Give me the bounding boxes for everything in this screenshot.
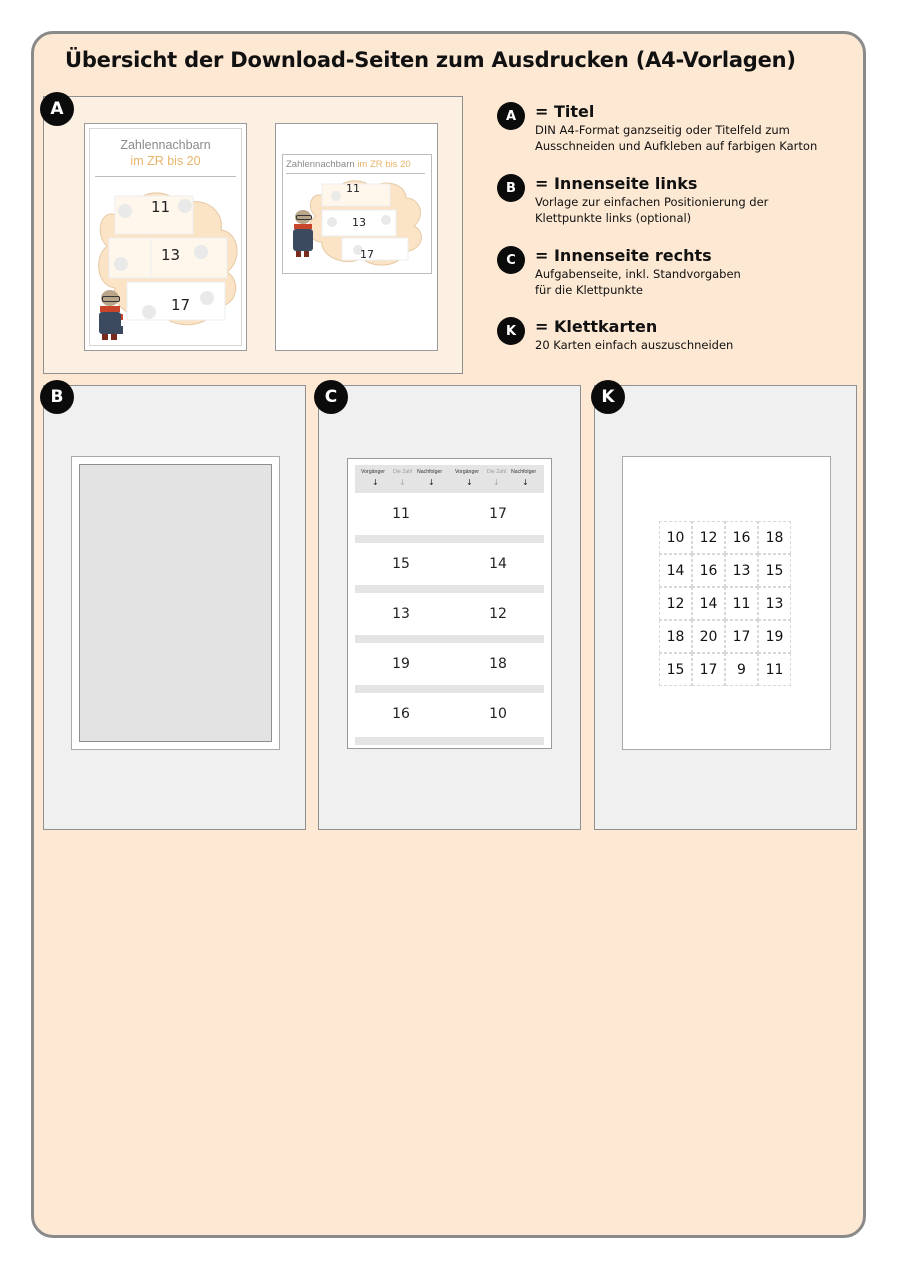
velcro-card-grid bbox=[659, 521, 791, 686]
task-cell: 17 bbox=[452, 493, 544, 534]
header-number-1: Die Zahl bbox=[393, 469, 413, 475]
task-cell: 19 bbox=[355, 643, 447, 684]
header-number-2: Die Zahl bbox=[487, 469, 507, 475]
velcro-card: 20 bbox=[692, 620, 725, 653]
page-title: Übersicht der Download-Seiten zum Ausdrucken (A4-Vorlagen) bbox=[65, 48, 796, 72]
velcro-card: 17 bbox=[692, 653, 725, 686]
row-divider bbox=[355, 685, 544, 693]
velcro-card: 16 bbox=[725, 521, 758, 554]
legend-heading-b: = Innenseite links bbox=[535, 174, 698, 193]
badge-b: B bbox=[40, 380, 74, 414]
task-cell: 11 bbox=[355, 493, 447, 534]
title-number-2: 13 bbox=[161, 246, 181, 264]
legend-badge-a: A bbox=[497, 102, 525, 130]
card-number-2: 13 bbox=[352, 216, 366, 229]
title-page-heading: Zahlennachbarn bbox=[120, 138, 211, 152]
velcro-card: 18 bbox=[659, 620, 692, 653]
legend-badge-k: K bbox=[497, 317, 525, 345]
task-cell: 14 bbox=[452, 543, 544, 584]
header-successor-1: Nachfolger bbox=[417, 469, 443, 475]
velcro-cards-sheet bbox=[622, 456, 831, 750]
velcro-card: 15 bbox=[758, 554, 791, 587]
legend-heading-c: = Innenseite rechts bbox=[535, 246, 712, 265]
velcro-card: 13 bbox=[758, 587, 791, 620]
velcro-card: 9 bbox=[725, 653, 758, 686]
title-page-subheading: im ZR bis 20 bbox=[130, 154, 201, 168]
panel-velcro-cards bbox=[594, 385, 857, 830]
velcro-card: 12 bbox=[692, 521, 725, 554]
badge-a: A bbox=[40, 92, 74, 126]
arrow-down-icon: ↓ bbox=[466, 478, 473, 487]
task-cell: 16 bbox=[355, 693, 447, 734]
row-divider bbox=[355, 535, 544, 543]
arrow-down-icon: ↓ bbox=[522, 478, 529, 487]
panel-inner-right bbox=[318, 385, 581, 830]
arrow-down-icon: ↓ bbox=[493, 478, 500, 487]
velcro-card: 19 bbox=[758, 620, 791, 653]
velcro-card: 12 bbox=[659, 587, 692, 620]
title-card-thumbnail bbox=[275, 123, 438, 351]
cat-illustration bbox=[97, 290, 123, 342]
title-page-thumbnail bbox=[84, 123, 247, 351]
cat-illustration-small bbox=[292, 210, 314, 260]
header-predecessor-2: Vorgänger bbox=[455, 469, 479, 475]
arrow-down-icon: ↓ bbox=[399, 478, 406, 487]
velcro-card: 15 bbox=[659, 653, 692, 686]
inner-left-area bbox=[79, 464, 272, 742]
legend-heading-a: = Titel bbox=[535, 102, 595, 121]
row-divider bbox=[355, 585, 544, 593]
header-predecessor-1: Vorgänger bbox=[361, 469, 385, 475]
title-number-3: 17 bbox=[171, 296, 191, 314]
task-cell: 15 bbox=[355, 543, 447, 584]
title-card-heading-accent: im ZR bis 20 bbox=[357, 159, 411, 170]
arrow-down-icon: ↓ bbox=[428, 478, 435, 487]
velcro-card: 17 bbox=[725, 620, 758, 653]
velcro-card: 18 bbox=[758, 521, 791, 554]
task-cell: 12 bbox=[452, 593, 544, 634]
velcro-card: 13 bbox=[725, 554, 758, 587]
title-card-heading bbox=[286, 159, 411, 170]
task-cell: 10 bbox=[452, 693, 544, 734]
card-number-3: 17 bbox=[360, 248, 374, 261]
task-cell: 18 bbox=[452, 643, 544, 684]
velcro-card: 10 bbox=[659, 521, 692, 554]
velcro-card: 14 bbox=[692, 587, 725, 620]
inner-right-sheet bbox=[347, 458, 552, 749]
badge-k: K bbox=[591, 380, 625, 414]
arrow-down-icon: ↓ bbox=[372, 478, 379, 487]
legend-desc-k: 20 Karten einfach auszuschneiden bbox=[535, 338, 734, 352]
title-number-1: 11 bbox=[151, 198, 171, 216]
velcro-card: 14 bbox=[659, 554, 692, 587]
column-header bbox=[355, 465, 544, 493]
legend-desc-b: Vorlage zur einfachen Positionierung der Klettpunkte links (optional) bbox=[535, 195, 769, 225]
legend-desc-c: Aufgabenseite, inkl. Standvorgaben für die Klettpunkte bbox=[535, 267, 741, 297]
task-cell: 13 bbox=[355, 593, 447, 634]
inner-left-sheet bbox=[71, 456, 280, 750]
panel-title-preview bbox=[43, 96, 463, 374]
header-successor-2: Nachfolger bbox=[511, 469, 537, 475]
legend-badge-b: B bbox=[497, 174, 525, 202]
title-card-heading-plain: Zahlennachbarn bbox=[286, 159, 358, 170]
velcro-card: 11 bbox=[758, 653, 791, 686]
row-divider bbox=[355, 635, 544, 643]
badge-c: C bbox=[314, 380, 348, 414]
legend-desc-a: DIN A4-Format ganzseitig oder Titelfeld zum Ausschneiden und Aufkleben auf farbigen Karton bbox=[535, 123, 818, 153]
legend-badge-c: C bbox=[497, 246, 525, 274]
panel-inner-left bbox=[43, 385, 306, 830]
velcro-card: 16 bbox=[692, 554, 725, 587]
velcro-card: 11 bbox=[725, 587, 758, 620]
card-number-1: 11 bbox=[346, 182, 360, 195]
legend-heading-k: = Klettkarten bbox=[535, 317, 658, 336]
